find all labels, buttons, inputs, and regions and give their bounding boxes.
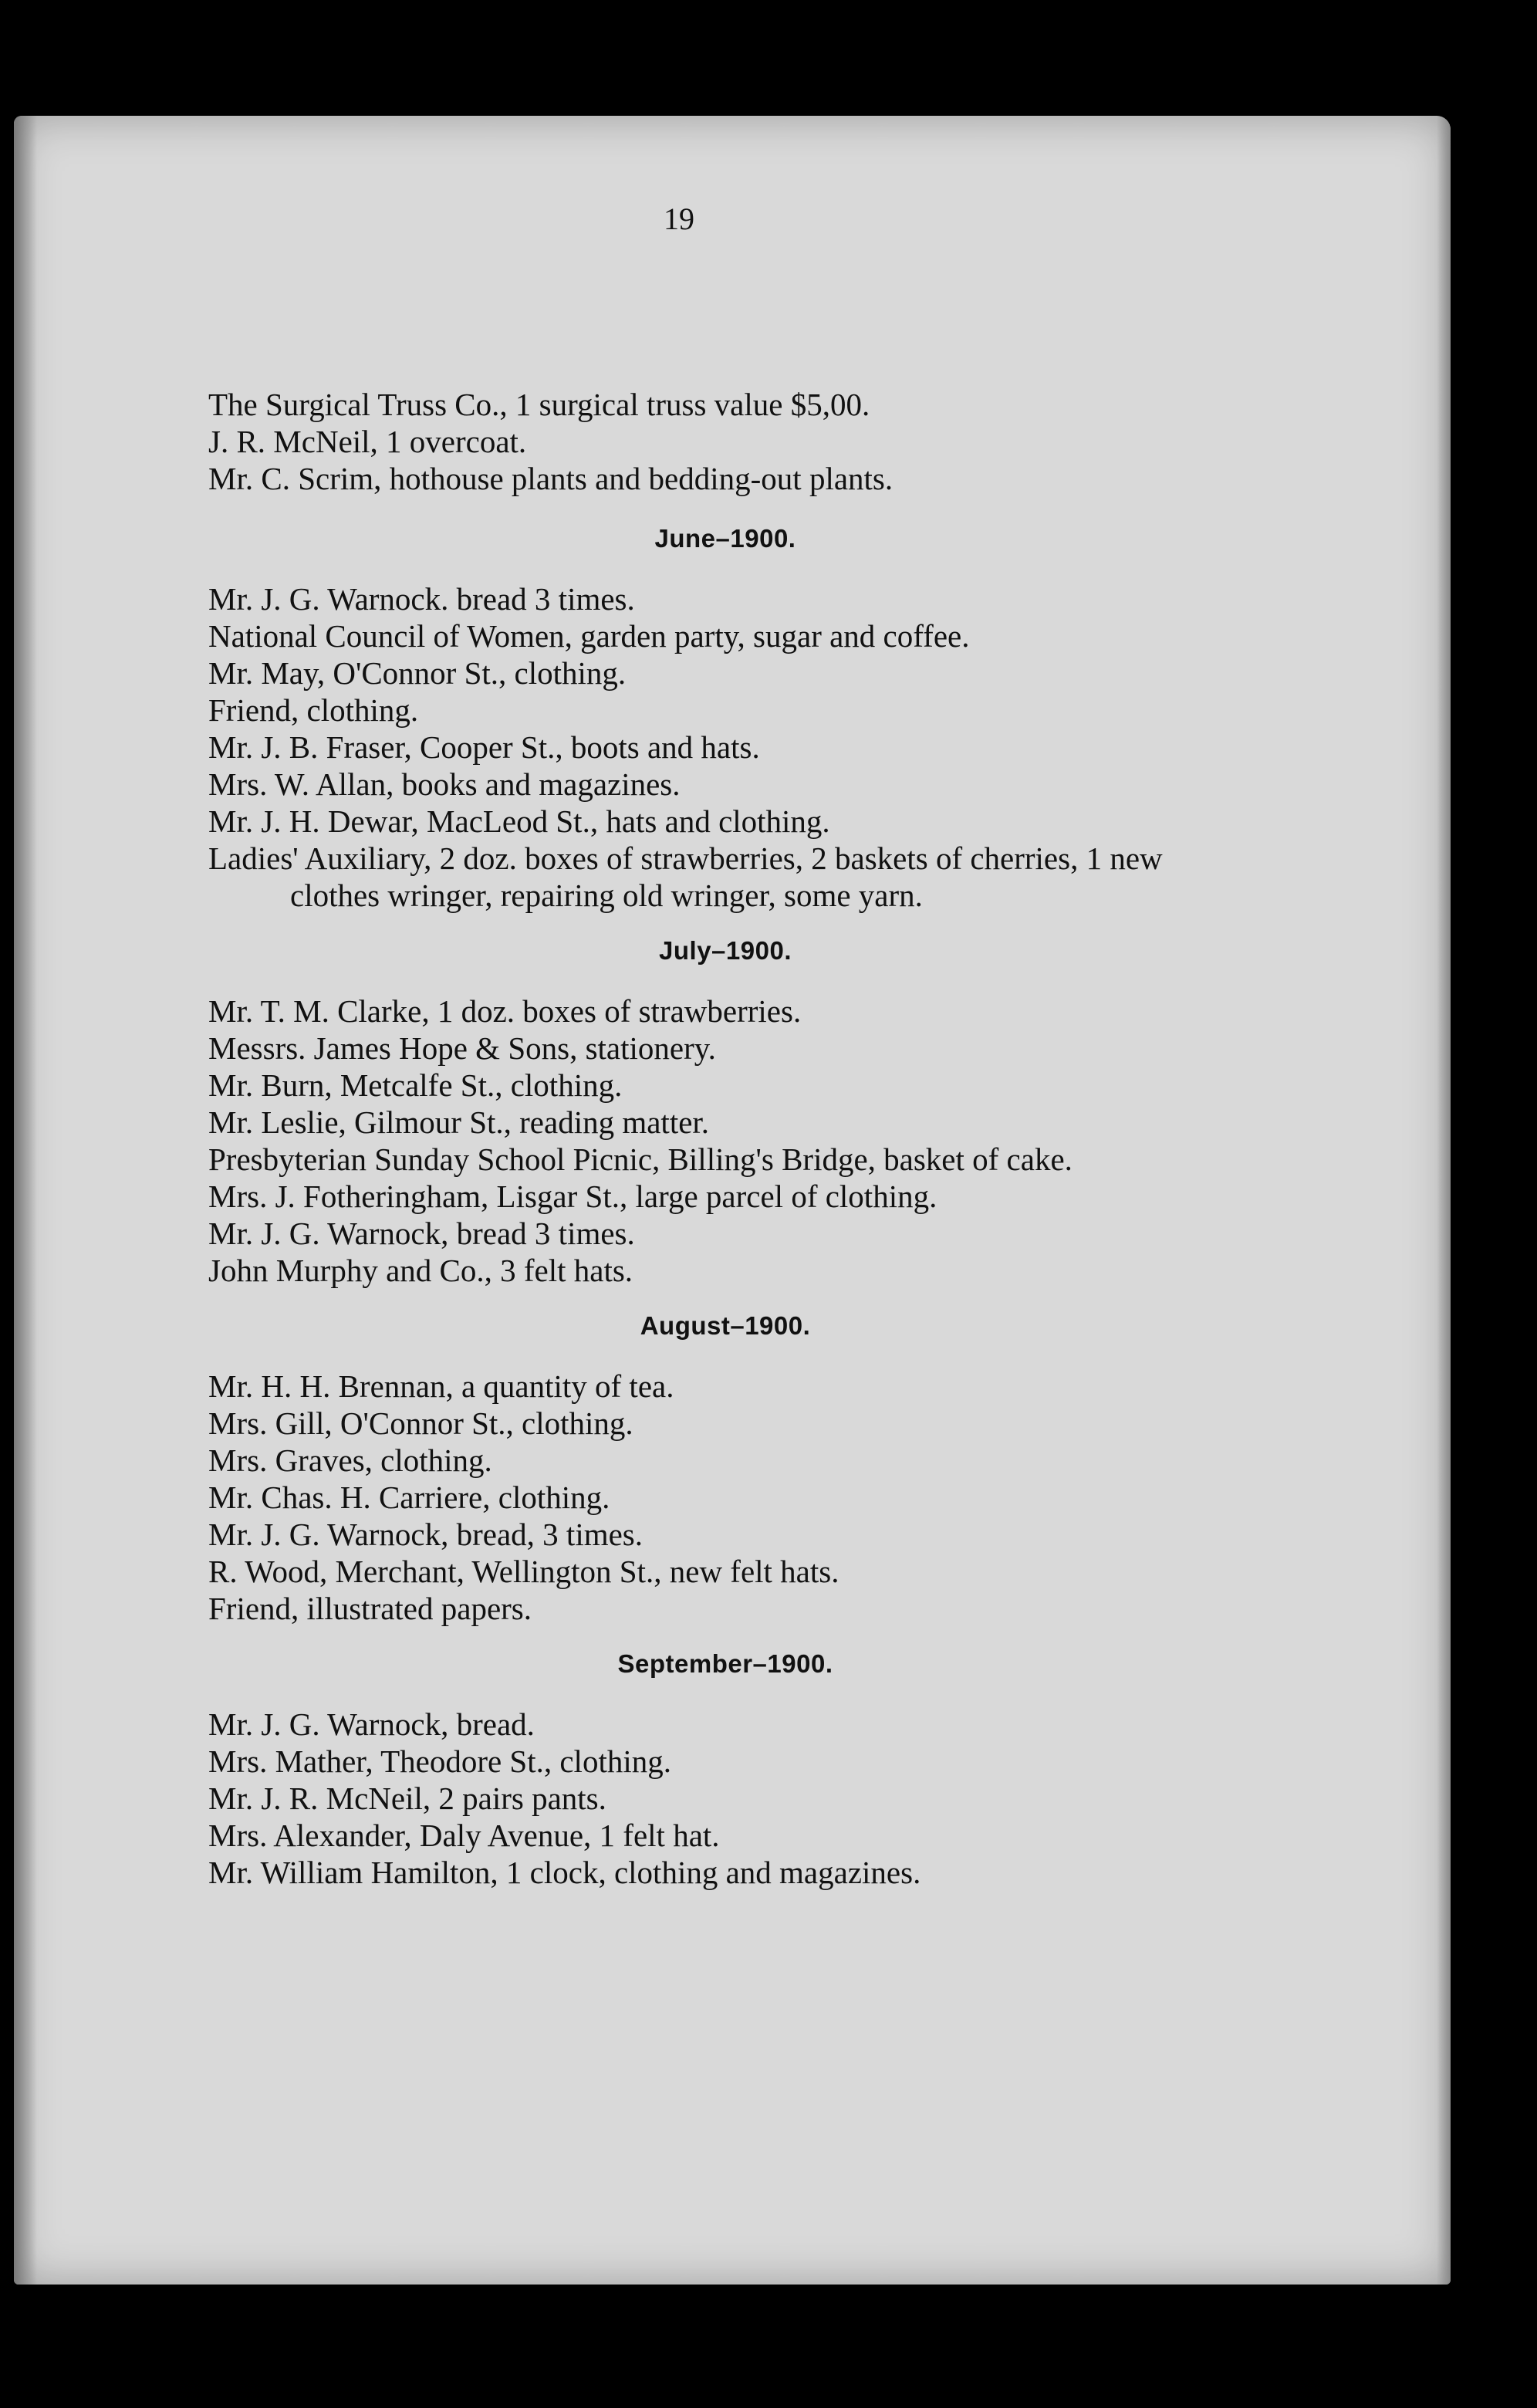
section-heading: July–1900. — [659, 936, 792, 965]
section-heading: September–1900. — [617, 1649, 833, 1678]
entry: Mrs. Alexander, Daly Avenue, 1 felt hat. — [208, 1818, 720, 1853]
section-entries — [208, 580, 1242, 914]
entry: Mr. William Hamilton, 1 clock, clothing and magazines. — [208, 1855, 921, 1890]
entry: Presbyterian Sunday School Picnic, Billing's Bridge, basket of cake. — [208, 1141, 1073, 1177]
entry: Mr. J. G. Warnock, bread. — [208, 1706, 535, 1742]
donation-list — [208, 386, 1242, 1891]
section-entries — [208, 993, 1242, 1289]
entry: Mr. C. Scrim, hothouse plants and bedding-out plants. — [208, 461, 893, 496]
entry: Mr. Chas. H. Carriere, clothing. — [208, 1480, 610, 1515]
entry: Messrs. James Hope & Sons, stationery. — [208, 1030, 716, 1066]
entry: National Council of Women, garden party, sugar and coffee. — [208, 618, 970, 654]
entry: J. R. McNeil, 1 overcoat. — [208, 424, 527, 459]
entry: Mr. J. B. Fraser, Cooper St., boots and hats. — [208, 729, 760, 765]
entry: Mrs. Gill, O'Connor St., clothing. — [208, 1405, 633, 1441]
section-august-1900 — [208, 1307, 1242, 1627]
section-entries — [208, 1706, 1242, 1891]
section-june-1900 — [208, 520, 1242, 914]
section-heading: August–1900. — [640, 1311, 811, 1340]
page-number: 19 — [664, 201, 694, 236]
section-heading: June–1900. — [654, 524, 796, 553]
entry: Mr. H. H. Brennan, a quantity of tea. — [208, 1368, 674, 1404]
entry: Mr. J. G. Warnock, bread 3 times. — [208, 1216, 635, 1251]
section-july-1900 — [208, 932, 1242, 1289]
entry: Friend, illustrated papers. — [208, 1591, 532, 1626]
opening-entries — [208, 386, 1242, 497]
entry: Mr. Burn, Metcalfe St., clothing. — [208, 1067, 623, 1103]
entry: Mr. May, O'Connor St., clothing. — [208, 655, 627, 691]
entry: Mrs. W. Allan, books and magazines. — [208, 766, 681, 802]
entry: The Surgical Truss Co., 1 surgical truss value $5,00. — [208, 387, 870, 422]
entry: Ladies' Auxiliary, 2 doz. boxes of strawberries, 2 baskets of cherries, 1 new clothes wringer, repairing old wringer, some yarn. — [208, 840, 1163, 913]
page-shadow-right — [1437, 116, 1451, 2285]
entry: Mr. J. G. Warnock, bread, 3 times. — [208, 1517, 644, 1552]
entry: R. Wood, Merchant, Wellington St., new felt hats. — [208, 1554, 839, 1589]
entry: Mr. J. R. McNeil, 2 pairs pants. — [208, 1781, 606, 1816]
section-entries — [208, 1368, 1242, 1627]
page-shadow-left — [14, 116, 37, 2285]
entry: Mr. Leslie, Gilmour St., reading matter. — [208, 1104, 710, 1140]
entry: Mrs. Mather, Theodore St., clothing. — [208, 1743, 671, 1779]
entry: John Murphy and Co., 3 felt hats. — [208, 1253, 633, 1288]
entry: Mr. J. G. Warnock. bread 3 times. — [208, 581, 635, 617]
section-september-1900 — [208, 1645, 1242, 1891]
entry: Mr. J. H. Dewar, MacLeod St., hats and clothing. — [208, 803, 830, 839]
entry: Mrs. Graves, clothing. — [208, 1442, 492, 1478]
entry: Friend, clothing. — [208, 692, 419, 728]
entry: Mrs. J. Fotheringham, Lisgar St., large parcel of clothing. — [208, 1179, 937, 1214]
entry: Mr. T. M. Clarke, 1 doz. boxes of strawberries. — [208, 993, 802, 1029]
